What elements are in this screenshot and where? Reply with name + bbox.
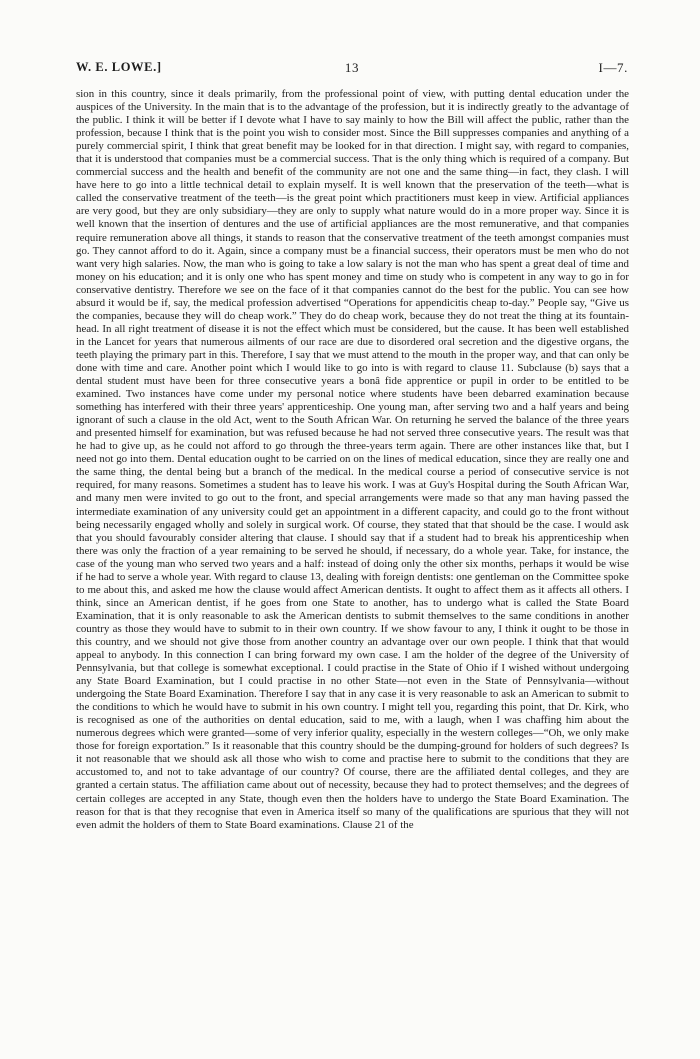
section-reference: I—7. (598, 60, 628, 75)
body-text (76, 88, 629, 832)
speaker-heading: W. E. LOWE.] (76, 60, 162, 74)
page-number: 13 (344, 60, 360, 75)
body-paragraph: sion in this country, since it deals primarily, from the professional point of view, with putting dental education under the auspices of the University. In the main that is to the advantage of the profession, but it is indirectly greatly to the advantage of the public. I think it will be better if I devote what I have to say mainly to how the Bill will affect the public, rather than the profession, because I think that is the point you wish to consider most. Since the Bill suppresses companies and anything of a purely commercial spirit, I think that great benefit may be looked for in that direction. I might say, with regard to companies, that it is understood that companies must be a commercial success. That is the only thing which is required of a company. But commercial success and the health and benefit of the community are not one and the same thing—in fact, they clash. I will have here to go into a little technical detail to explain myself. It is well known that the preservation of the teeth—what is called the conservative treatment of the teeth—is the great point which practitioners must keep in view. Artificial appliances are very good, but they are only subsidiary—they are only to supply what nature would do in a more proper way. Since it is well known that the insertion of dentures and the use of artificial appliances are the most remunerative, and that companies require remuneration above all things, it stands to reason that the conservative treatment of the teeth amongst companies must go. They cannot afford to do it. Again, since a company must be a financial success, their operators must be men who do not want very high salaries. Now, the man who is going to take a low salary is not the man who has spent a great deal of time and money on his education; and it is only one who has spent money and time on study who is competent in any way to go in for conservative dentistry. Therefore we see on the face of it that companies cannot do the best for the public. You can see how absurd it would be if, say, the medical profession advertised “Operations for appendicitis cheap to-day.” People say, “Give us the companies, because they will do cheap work.” They do do cheap work, because they do not treat the thing at its fountain-head. In all right treatment of disease it is not the effect which must be considered, but the cause. It has been well established in the Lancet for years that numerous ailments of our race are due to disordered oral secretion and the digestive organs, the teeth playing the primary part in this. Therefore, I say that we must attend to the mouth in the proper way, and that can only be done with time and care. Another point which I would like to go into is with regard to clause 11. Subclause (b) says that a dental student must have been for three consecutive years a bonâ fide apprentice or pupil in order to be entitled to be examined. Two instances have come under my personal notice where students have been debarred examination because something has interfered with their three years' apprenticeship. One young man, after serving two and a half years and being ignorant of such a clause in the old Act, went to the South African War. On returning he served the balance of the three years and presented himself for examination, but was refused because he had not served three consecutive years. The result was that he had to give up, as he could not afford to go through the three-years term again. There are other instances like that, but I need not go into them. Dental education ought to be carried on on the lines of medical education, since they are really one and the same thing, the dental being but a branch of the medical. In the medical course a period of consecutive service is not required, for many reasons. Sometimes a student has to leave his work. I was at Guy's Hospital during the South African War, and many men were invited to go out to the front, and special arrangements were made so that any man having passed the intermediate examination of any university could get an appointment in a different capacity, and could go to the front without being necessarily engaged wholly and solely in surgical work. Of course, they stated that that should be the case. I would ask that you should favourably consider altering that clause. I should say that if a student had to break his apprenticeship when there was only the fraction of a year remaining to be served he should, if necessary, do a whole year. Take, for instance, the case of the young man who served two years and a half: instead of doing only the other six months, perhaps it would be wise if he had to serve a whole year. With regard to clause 13, dealing with foreign dentists: one gentleman on the Committee spoke to me about this, and asked me how the clause would affect American dentists. It ought to affect them as it affects all others. I think, since an American dentist, if he goes from one State to another, has to undergo what is called the State Board Examination, that it is only reasonable to ask the American dentists to submit themselves to the same conditions in another country as those they would have to submit to in their own country. If we show favour to any, I think it ought to be those in this country, and we should not give those from another country an advantage over our own people. I think that that would appeal to anybody. In this connection I can bring forward my own case. I am the holder of the degree of the University of Pennsylvania, but that college is somewhat exceptional. I could practise in the State of Ohio if I wished without undergoing any State Board Examination, but I could practise in no other State—not even in the State of Pennsylvania—without undergoing the State Board Examination. Therefore I say that in any case it is very reasonable to ask an American to submit to the conditions to which he would have to submit in his own country. I might tell you, regarding this point, that Dr. Kirk, who is recognised as one of the authorities on dental education, said to me, with a laugh, when I was chaffing him about the numerous degrees which were granted—some of very inferior quality, especially in the western colleges—“Oh, we only make those for foreign exportation.” Is it reasonable that this country should be the dumping-ground for holders of such degrees? Is it not reasonable that we should ask all those who wish to come and practise here to submit to the conditions that they are accustomed to, and not to take advantage of our country? Of course, there are the affiliated dental colleges, and they are granted a certain status. The affiliation came about out of necessity, because they had to protect themselves; and the degrees of certain colleges are accepted in any State, though even then the holders have to undergo the State Board Examination. The reason for that is that they recognise that even in America itself so many of the qualifications are spurious that they will not even admit the holders of them to State Board examinations. Clause 21 of the (76, 88, 629, 831)
page-header (76, 60, 628, 80)
